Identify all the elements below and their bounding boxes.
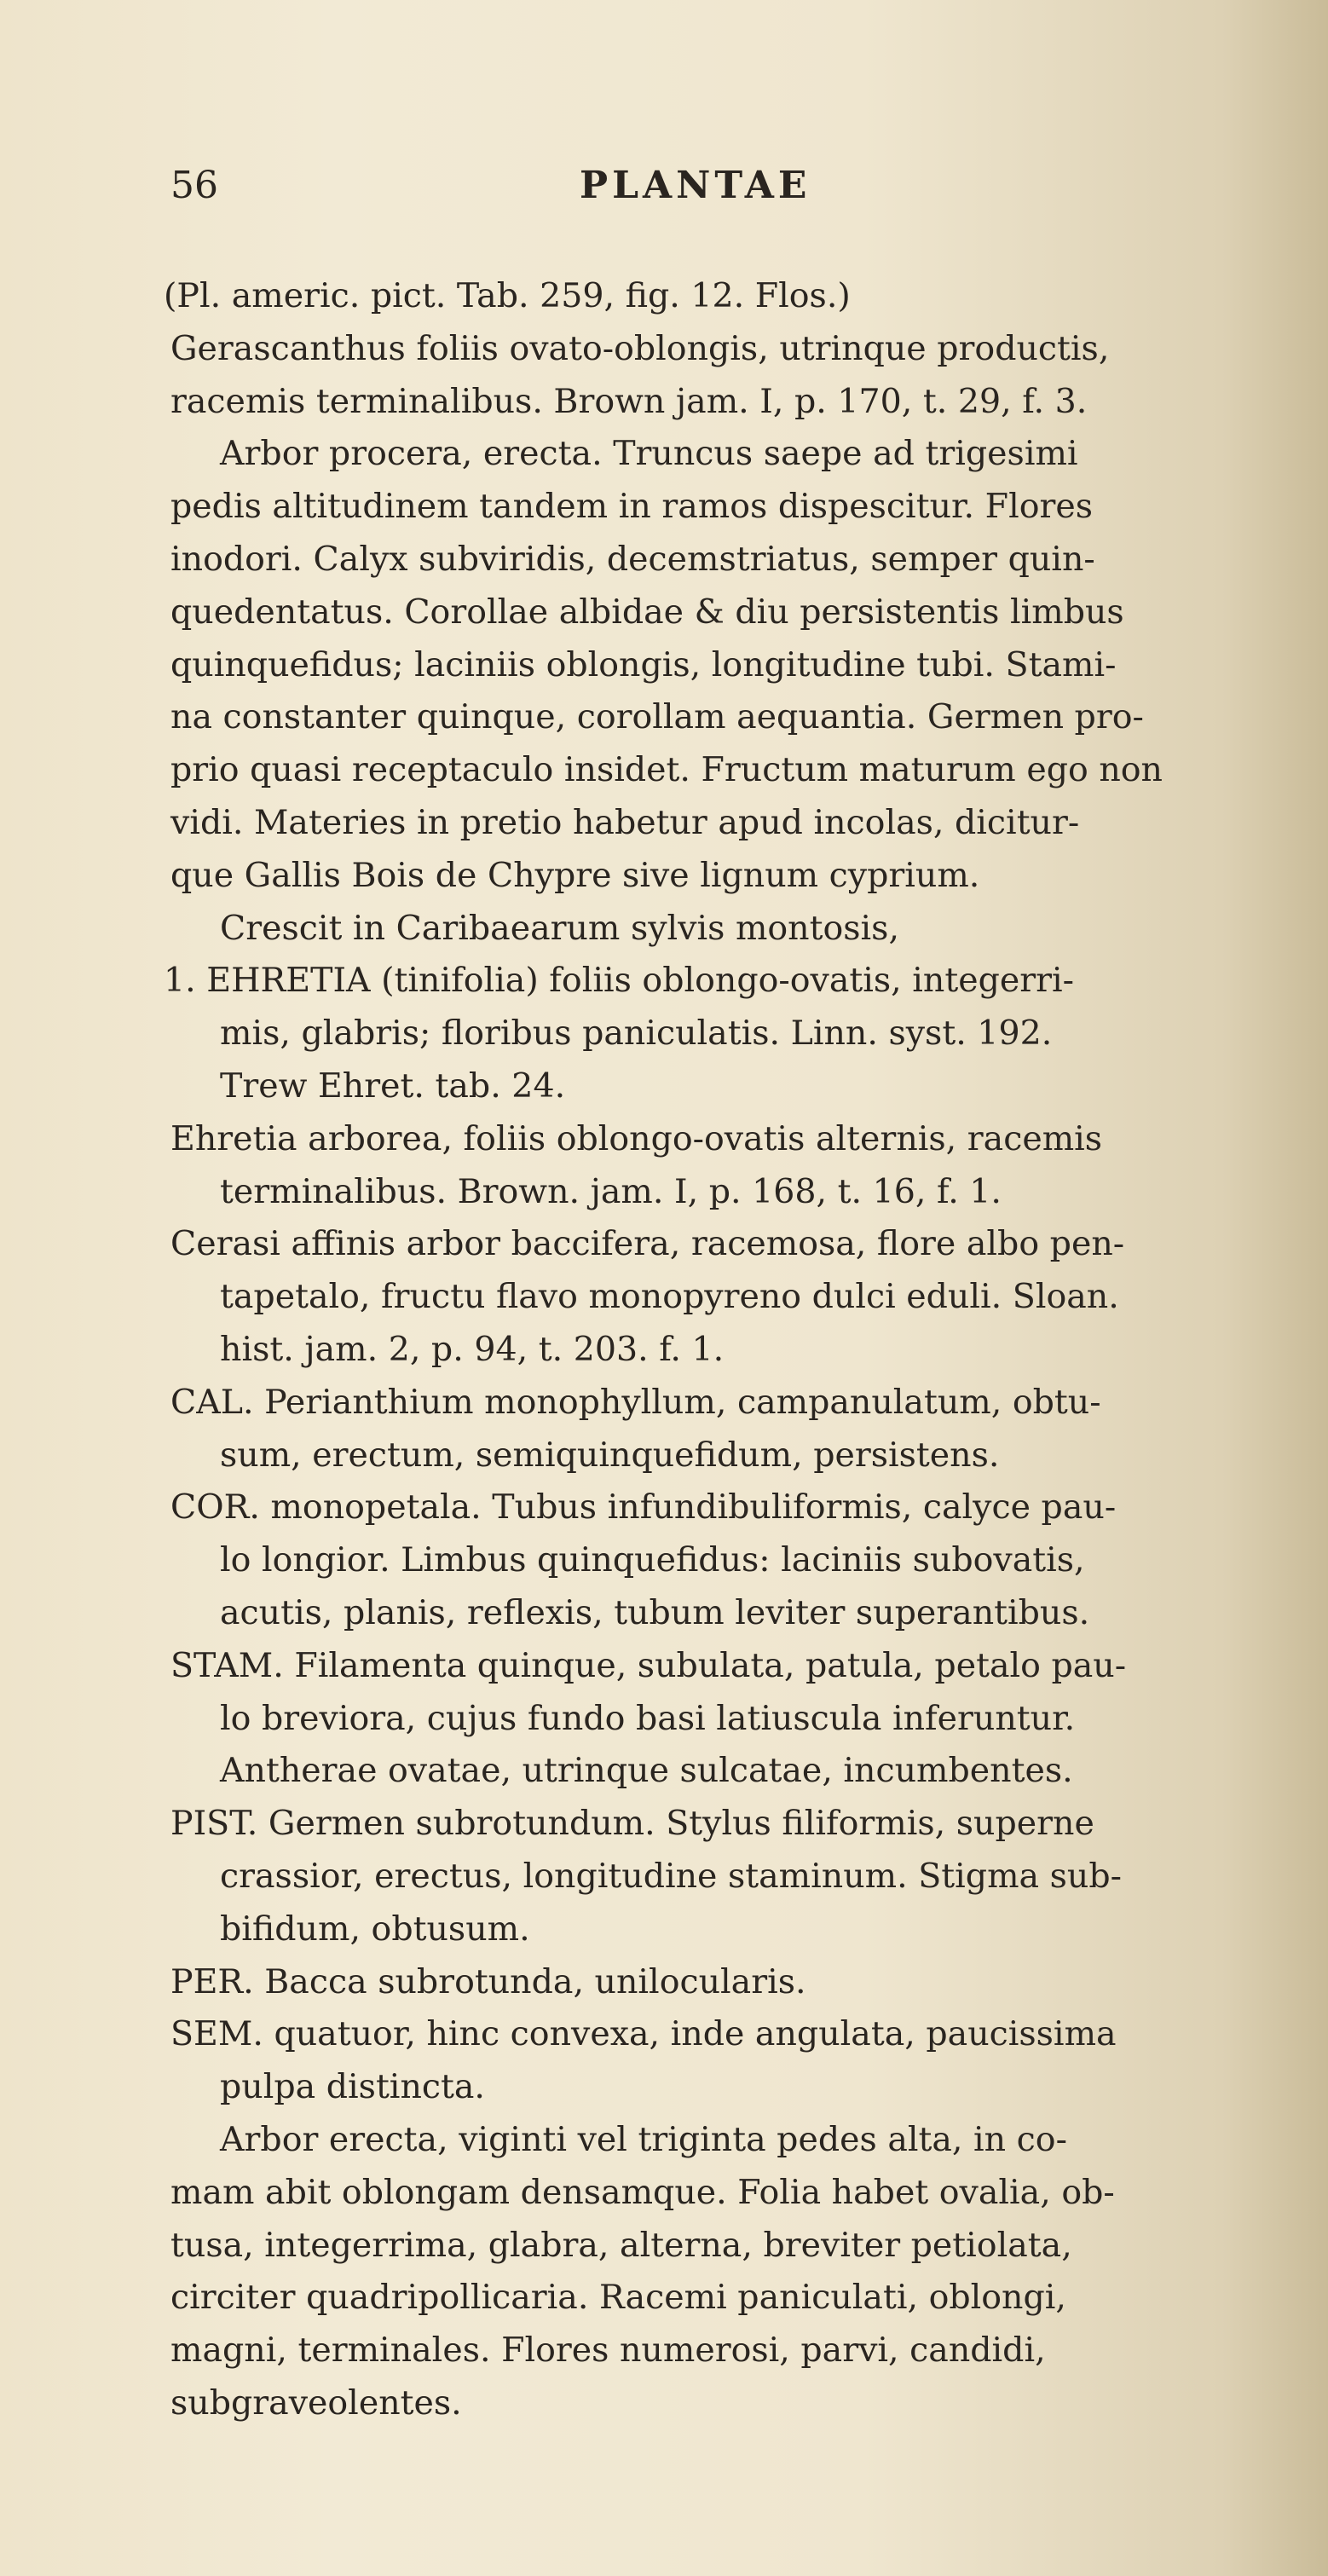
text-line: lo longior. Limbus quinquefidus: laciniis subovatis, [220,1540,1085,1580]
text-line: mam abit oblongam densamque. Folia habet ovalia, ob- [170,2172,1115,2212]
text-line: que Gallis Bois de Chypre sive lignum cyprium. [170,855,980,895]
text-line: subgraveolentes. [170,2383,462,2423]
text-line: vidi. Materies in pretio habetur apud incolas, dicitur- [170,803,1080,842]
text-line: Trew Ehret. tab. 24. [220,1066,566,1106]
text-line: hist. jam. 2, p. 94, t. 203. f. 1. [220,1330,725,1369]
text-line: prio quasi receptaculo insidet. Fructum maturum ego non [170,750,1163,790]
text-line: acutis, planis, reflexis, tubum leviter superantibus. [220,1593,1090,1632]
text-line: terminalibus. Brown. jam. I, p. 168, t. 16, f. 1. [220,1171,1002,1211]
text-line: crassior, erectus, longitudine staminum. Stigma sub- [220,1857,1122,1896]
text-line: Arbor procera, erecta. Truncus saepe ad trigesimi [220,434,1078,474]
text-line: racemis terminalibus. Brown jam. I, p. 170, t. 29, f. 3. [170,381,1088,421]
text-line: CAL. Perianthium monophyllum, campanulatum, obtu- [170,1382,1101,1422]
text-line: lo breviora, cujus fundo basi latiuscula inferuntur. [220,1698,1076,1738]
text-line: tapetalo, fructu flavo monopyreno dulci eduli. Sloan. [220,1277,1119,1317]
running-head: PLANTAE [580,164,811,207]
text-line: quinquefidus; laciniis oblongis, longitudine tubi. Stami- [170,644,1117,684]
text-line: STAM. Filamenta quinque, subulata, patula, petalo pau- [170,1645,1127,1685]
text-line: pulpa distincta. [220,2067,485,2107]
text-line: pedis altitudinem tandem in ramos dispescitur. Flores [170,487,1094,527]
text-line: COR. monopetala. Tubus infundibuliformis, calyce pau- [170,1487,1117,1528]
text-line: PIST. Germen subrotundum. Stylus filiformis, superne [170,1804,1094,1844]
text-line: Ehretia arborea, foliis oblongo-ovatis alternis, racemis [170,1118,1103,1158]
text-line: PER. Bacca subrotunda, unilocularis. [170,1961,806,2001]
text-line: Crescit in Caribaearum sylvis montosis, [220,908,900,948]
text-line: Antherae ovatae, utrinque sulcatae, incumbentes. [220,1751,1073,1791]
text-line: inodori. Calyx subviridis, decemstriatus, semper quin- [170,540,1095,579]
text-line: Cerasi affinis arbor baccifera, racemosa, flore albo pen- [170,1224,1125,1264]
text-line: tusa, integerrima, glabra, alterna, breviter petiolata, [170,2225,1072,2265]
text-line: 1. EHRETIA (tinifolia) foliis oblongo-ovatis, integerri- [164,961,1075,1001]
text-line: na constanter quinque, corollam aequantia. Germen pro- [170,697,1144,737]
text-line: circiter quadripollicaria. Racemi paniculati, oblongi, [170,2278,1066,2318]
text-line: quedentatus. Corollae albidae & diu persistentis limbus [170,592,1124,632]
text-line: mis, glabris; floribus paniculatis. Linn. syst. 192. [220,1014,1053,1054]
text-line: sum, erectum, semiquinquefidum, persistens. [220,1435,1000,1475]
text-line: SEM. quatuor, hinc convexa, inde angulata, paucissima [170,2014,1117,2054]
page-header [170,164,1193,223]
text-line: bifidum, obtusum. [220,1909,530,1949]
text-line: Gerascanthus foliis ovato-oblongis, utrinque productis, [170,328,1110,368]
page-number: 56 [170,164,218,207]
text-line: magni, terminales. Flores numerosi, parvi, candidi, [170,2331,1046,2371]
text-line: (Pl. americ. pict. Tab. 259, fig. 12. Flos.) [164,276,851,315]
text-line: Arbor erecta, viginti vel triginta pedes alta, in co- [220,2120,1067,2159]
